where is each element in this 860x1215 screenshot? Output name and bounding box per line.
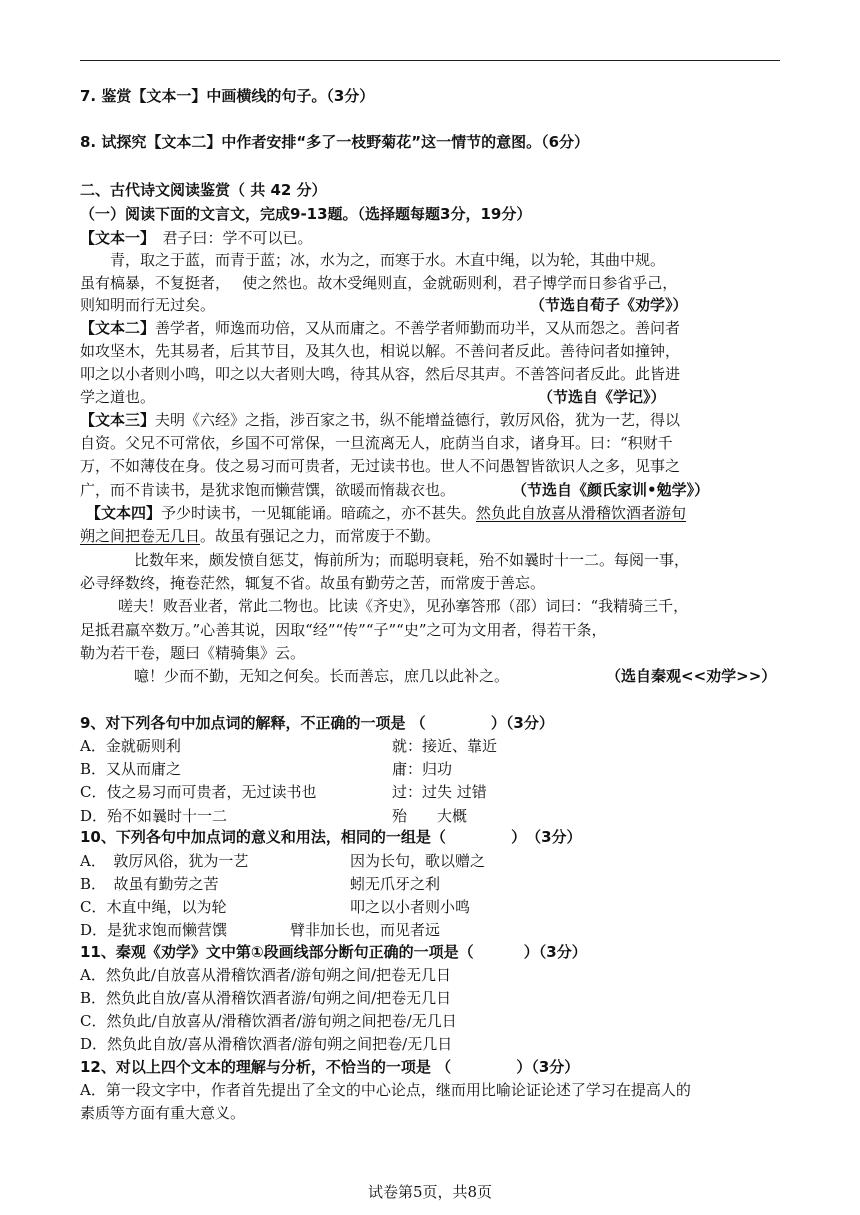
- text1-line-1: 【文本一】 君子曰：学不可以已。: [80, 229, 313, 247]
- text3-line-3: 万，不如薄伎在身。伎之易习而可贵者，无过读书也。世人不问愚智皆欲识人之多，见事之: [80, 457, 681, 475]
- q9-option-a: A．金就砺则利: [80, 737, 181, 755]
- q11-option-a: A．然负此/自放喜从滑稽饮酒者/游旬朔之间/把卷无几日: [80, 966, 451, 984]
- page-footer: 试卷第5页，共8页: [367, 1183, 493, 1201]
- q10-option-a-pair: 因为长句，歌以赠之: [350, 852, 486, 870]
- underlined-passage-part-1: 然负此自放喜从滑稽饮酒者游旬: [476, 504, 687, 522]
- text2-line-4: 学之道也。: [80, 388, 156, 406]
- question-12-stem: 12、对以上四个文本的理解与分析，不恰当的一项是 （ ）（3分）: [80, 1058, 580, 1076]
- question-9-stem: 9、对下列各句中加点词的解释，不正确的一项是 （ ）（3分）: [80, 714, 554, 732]
- q12-option-a-line-1: A．第一段文字中，作者首先提出了全文的中心论点，继而用比喻论证论述了学习在提高人的: [80, 1081, 691, 1099]
- text4-para2-line-1: 比数年来，颇发愤自惩艾，悔前所为；而聪明衰耗，殆不如曩时十一二。每阅一事，: [134, 551, 690, 569]
- q11-option-b: B．然负此自放/喜从滑稽饮酒者游/旬朔之间/把卷无几日: [80, 989, 452, 1007]
- text1-source: （节选自荀子《劝学》）: [530, 296, 688, 314]
- question-8: 8. 试探究【文本二】中作者安排“多了一枝野菊花”这一情节的意图。（6分）: [80, 133, 590, 151]
- q9-option-b-gloss: 庸：归功: [392, 760, 453, 778]
- text4-para3-line-3: 勒为若干卷，题曰《精骑集》云。: [80, 644, 306, 662]
- question-11-stem: 11、秦观《劝学》文中第①段画线部分断句正确的一项是（ ）（3分）: [80, 943, 587, 961]
- q10-option-c-pair: 叩之以小者则小鸣: [350, 898, 471, 916]
- text3-line-4: 广，而不肯读书，是犹求饱而懒营馔，欲暖而惰裁衣也。: [80, 481, 456, 499]
- text4-para3-line-1: 嗟夫！败吾业者，常此二物也。比读《齐史》，见孙搴答邢（邵）词曰：“我精骑三千，: [118, 597, 689, 615]
- q9-option-b: B．又从而庸之: [80, 760, 182, 778]
- text4-para4: 噫！少而不勤，无知之何矣。长而善忘，庶几以此补之。: [134, 667, 510, 685]
- text2-line-2: 如攻坚木，先其易者，后其节目，及其久也，相说以解。不善问者反此。善待问者如撞钟，: [80, 342, 681, 360]
- text1-tag: 【文本一】: [80, 229, 148, 247]
- text2-tag: 【文本二】: [80, 319, 156, 337]
- q10-option-c: C．木直中绳，以为轮: [80, 898, 227, 916]
- text4-tag: 【文本四】: [86, 504, 162, 522]
- q10-option-b: B． 故虽有勤劳之苦: [80, 875, 219, 893]
- text3-tag: 【文本三】: [80, 411, 156, 429]
- q9-option-c-gloss: 过：过失 过错: [392, 783, 487, 801]
- q10-option-a: A． 敦厉风俗，犹为一艺: [80, 852, 249, 870]
- text2-line-1: 【文本二】善学者，师逸而功倍，又从而庸之。不善学者师勤而功半，又从而怨之。善问者: [80, 319, 681, 337]
- header-rule: [80, 60, 780, 61]
- q12-option-a-line-2: 素质等方面有重大意义。: [80, 1104, 246, 1122]
- text2-line-3: 叩之以小者则小鸣，叩之以大者则大鸣，待其从容，然后尽其声。不善答问者反此。此皆进: [80, 365, 681, 383]
- text3-line-2: 自资。父兄不可常依，乡国不可常保，一旦流离无人，庇荫当自求，诸身耳。曰：“积财千: [80, 434, 673, 452]
- q11-option-d: D．然负此自放/喜从滑稽饮酒者/游旬朔之间把卷/无几日: [80, 1035, 453, 1053]
- text1-line-2: 青，取之于蓝，而青于蓝；冰，水为之，而寒于水。木直中绳，以为轮，其曲中规。: [110, 251, 666, 269]
- text3-line-1: 【文本三】夫明《六经》之指，涉百家之书，纵不能增益德行，敦厉风俗，犹为一艺，得以: [80, 411, 681, 429]
- q10-option-d-pair: 臂非加长也，而见者远: [290, 921, 441, 939]
- text3-source: （节选自《颜氏家训•勉学》）: [512, 481, 710, 499]
- q9-option-c: C．伎之易习而可贵者，无过读书也: [80, 783, 317, 801]
- text4-source: （选自秦观<<劝学>>）: [606, 667, 777, 685]
- q9-option-d: D．殆不如曩时十一二: [80, 807, 228, 825]
- text1-line-3: 虽有槁暴，不复挺者， 使之然也。故木受绳则直，金就砺则利，君子博学而日参省乎己，: [80, 274, 678, 292]
- text4-line-1: 【文本四】予少时读书，一见辄能诵。暗疏之，亦不甚失。然负此自放喜从滑稽饮酒者游旬: [86, 504, 687, 522]
- underlined-passage-part-2: 朔之间把卷无几日: [80, 527, 201, 545]
- q10-option-b-pair: 蚓无爪牙之利: [350, 875, 441, 893]
- subsection-heading: （一）阅读下面的文言文，完成9-13题。（选择题每题3分，19分）: [80, 205, 532, 223]
- text1-line-4: 则知明而行无过矣。: [80, 296, 216, 314]
- text4-para3-line-2: 足抵君羸卒数万。”心善其说，因取“经”“传”“子”“史”之可为文用者，得若干条，: [80, 621, 607, 639]
- q9-option-d-gloss: 殆 大概: [392, 807, 468, 825]
- text4-line-2: 朔之间把卷无几日。故虽有强记之力，而常废于不勤。: [80, 527, 441, 545]
- question-7: 7. 鉴赏【文本一】中画横线的句子。（3分）: [80, 87, 375, 105]
- q9-option-a-gloss: 就：接近、靠近: [392, 737, 498, 755]
- question-10-stem: 10、下列各句中加点词的意义和用法，相同的一组是（ ） （3分）: [80, 828, 582, 846]
- q10-option-d: D．是犹求饱而懒营馔: [80, 921, 228, 939]
- text4-para2-line-2: 必寻绎数终，掩卷茫然，辄复不省。故虽有勤劳之苦，而常废于善忘。: [80, 574, 546, 592]
- section-heading: 二、古代诗文阅读鉴赏（ 共 42 分）: [80, 181, 327, 199]
- text2-source: （节选自《学记》）: [538, 388, 666, 406]
- q11-option-c: C．然负此/自放喜从/滑稽饮酒者/游旬朔之间把卷/无几日: [80, 1012, 457, 1030]
